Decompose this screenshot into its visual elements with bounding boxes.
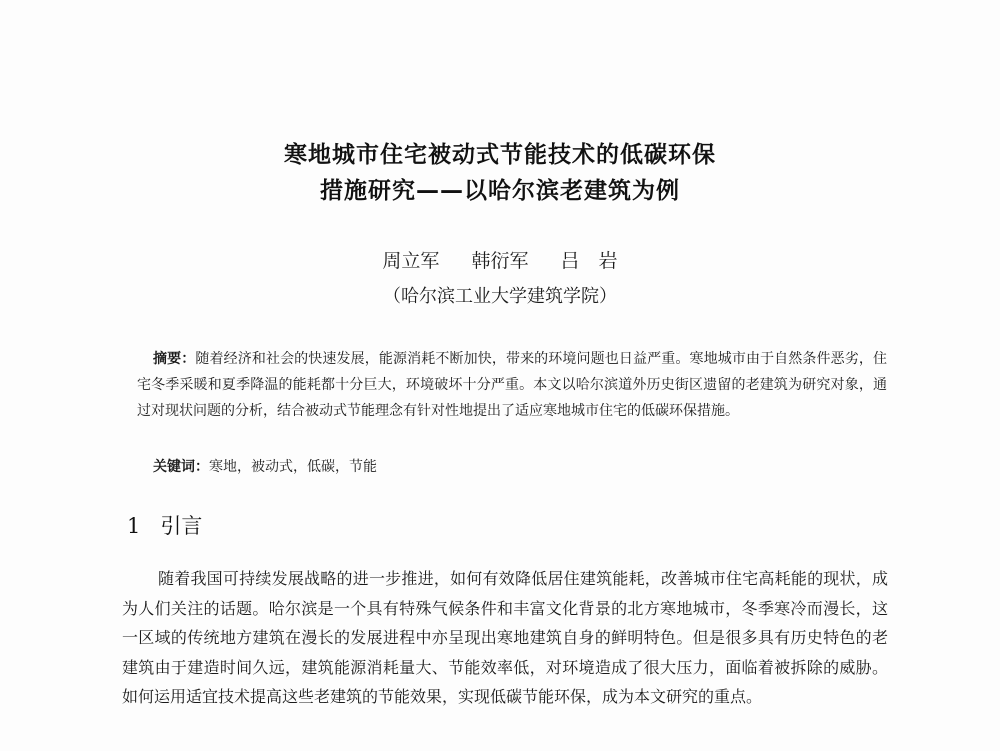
author-list <box>0 246 1000 273</box>
abstract-text: 随着经济和社会的快速发展，能源消耗不断加快，带来的环境问题也日益严重。寒地城市由于自然条件恶劣，住宅冬季采暖和夏季降温的能耗都十分巨大，环境破坏十分严重。本文以哈尔滨道外历史街区遗留的老建筑为研究对象，通过对现状问题的分析，结合被动式节能理念有针对性地提出了适应寒地城市住宅的低碳环保措施。 <box>137 351 888 419</box>
abstract-label: 摘要： <box>153 351 196 367</box>
section-heading <box>127 510 202 540</box>
keywords-block <box>153 456 377 476</box>
author-name: 韩衍军 <box>471 250 529 272</box>
section-title: 引言 <box>160 514 203 538</box>
paper-title-line-1: 寒地城市住宅被动式节能技术的低碳环保 <box>284 142 716 168</box>
author-affiliation: （哈尔滨工业大学建筑学院） <box>383 286 617 307</box>
keywords-text: 寒地，被动式，低碳，节能 <box>209 459 377 475</box>
author-name: 周立军 <box>382 250 440 272</box>
body-paragraph: 随着我国可持续发展战略的进一步推进，如何有效降低居住建筑能耗，改善城市住宅高耗能的现状，成为人们关注的话题。哈尔滨是一个具有特殊气候条件和丰富文化背景的北方寒地城市，冬季寒冷而漫长，这一区域的传统地方建筑在漫长的发展进程中亦呈现出寒地建筑自身的鲜明特色。但是很多具有历史特色的老建筑由于建造时间久远，建筑能源消耗量大、节能效率低，对环境造成了很大压力，面临着被拆除的威胁。如何运用适宜技术提高这些老建筑的节能效果，实现低碳节能环保，成为本文研究的重点。 <box>122 569 888 706</box>
paper-title-line-2: 措施研究——以哈尔滨老建筑为例 <box>320 178 680 204</box>
abstract-block <box>137 346 887 424</box>
keywords-label: 关键词： <box>153 459 209 475</box>
section-number: 1 <box>127 514 141 538</box>
author-name: 吕 岩 <box>560 250 618 272</box>
